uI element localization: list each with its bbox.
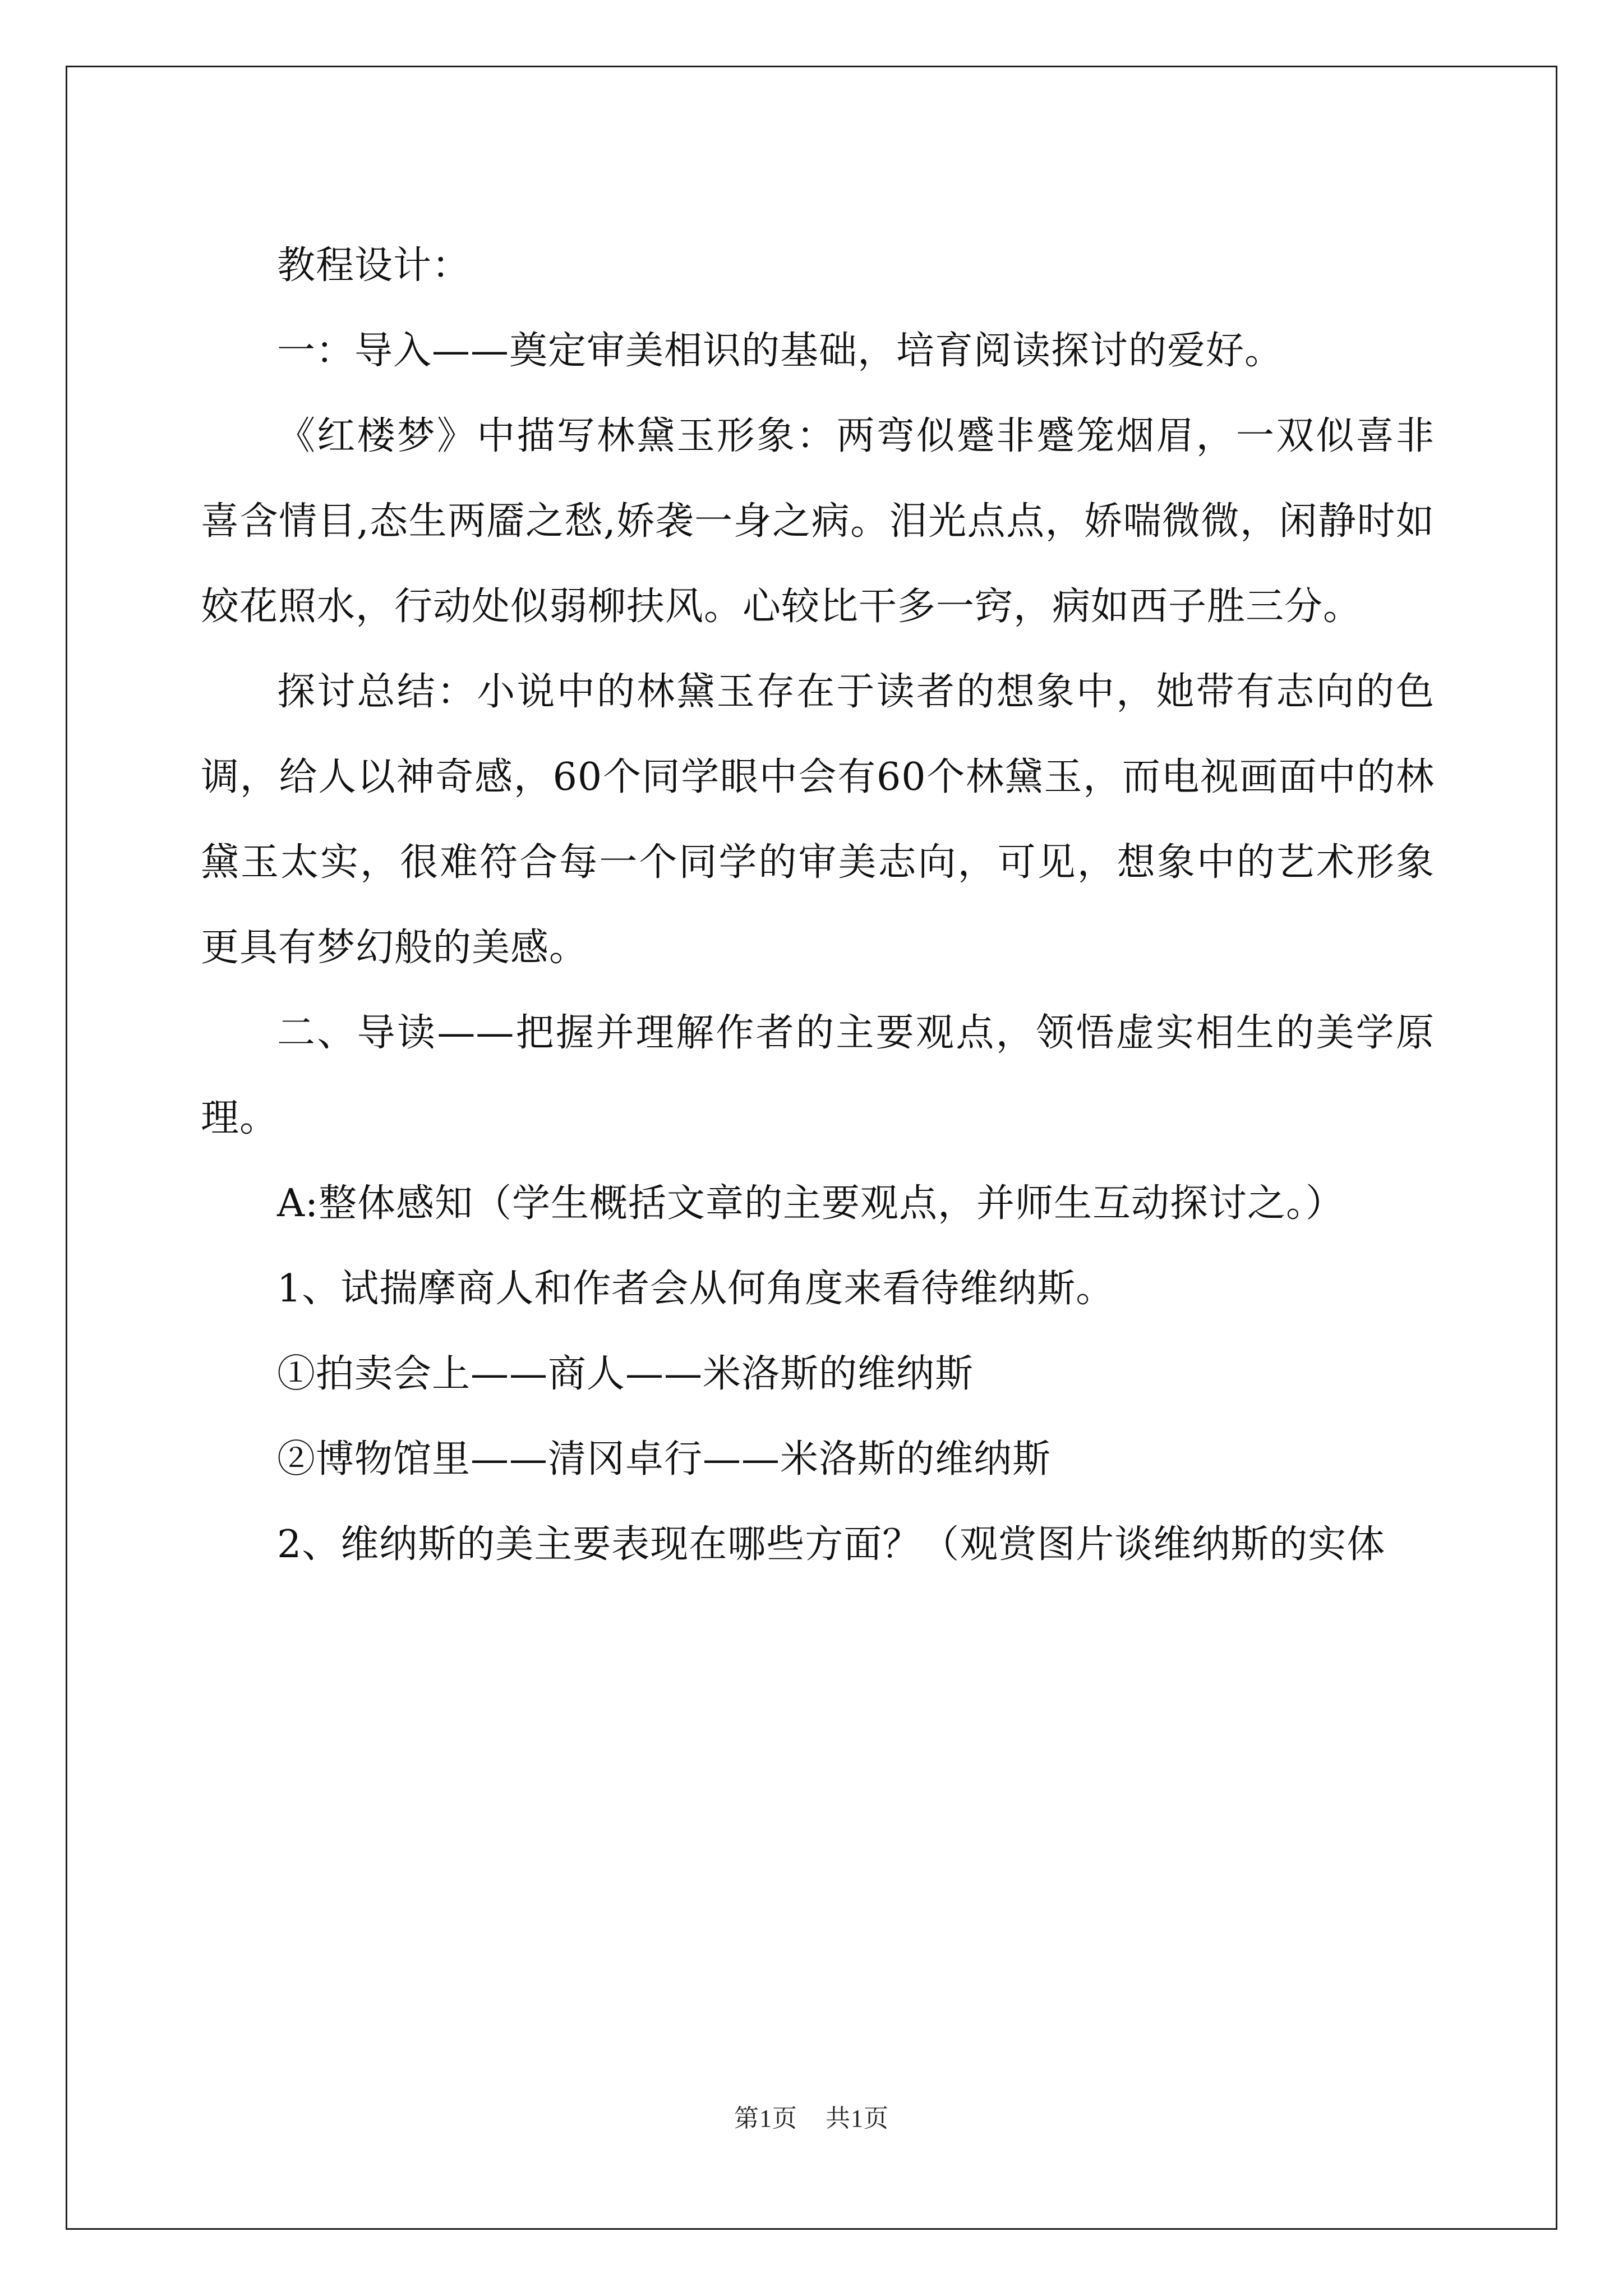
paragraph-summary: 探讨总结：小说中的林黛玉存在于读者的想象中，她带有志向的色调，给人以神奇感，60个同学眼中会有60个林黛玉，而电视画面中的林黛玉太实，很难符合每一个同学的审美志向，可见，想象中的艺术形象更具有梦幻般的美感。	[201, 670, 1435, 970]
page-footer	[0, 2098, 1623, 2134]
paragraph-title: 教程设计：	[277, 243, 471, 288]
paragraph-quote: 《红楼梦》中描写林黛玉形象：两弯似蹙非蹙笼烟眉，一双似喜非喜含情目,态生两靥之愁,娇袭一身之病。泪光点点，娇喘微微，闲静时如姣花照水，行动处似弱柳扶风。心较比干多一窍，病如西子胜三分。	[201, 414, 1435, 629]
page-number-total: 共1页	[826, 2105, 889, 2132]
paragraph-section-one: 一：导入——奠定审美相识的基础，培育阅读探讨的爱好。	[277, 329, 1284, 373]
paragraph-item-1: 1、试揣摩商人和作者会从何角度来看待维纳斯。	[277, 1267, 1115, 1311]
page-number-current: 第1页	[734, 2105, 797, 2132]
document-body	[201, 223, 1435, 1588]
paragraph-item-1a: ①拍卖会上——商人——米洛斯的维纳斯	[277, 1352, 974, 1396]
paragraph-section-two: 二、导读——把握并理解作者的主要观点，领悟虚实相生的美学原理。	[201, 1011, 1435, 1140]
paragraph-item-1b: ②博物馆里——清冈卓行——米洛斯的维纳斯	[277, 1437, 1052, 1481]
paragraph-item-2: 2、维纳斯的美主要表现在哪些方面？（观赏图片谈维纳斯的实体	[277, 1522, 1386, 1567]
paragraph-overall: A:整体感知（学生概括文章的主要观点，并师生互动探讨之。）	[277, 1181, 1345, 1226]
